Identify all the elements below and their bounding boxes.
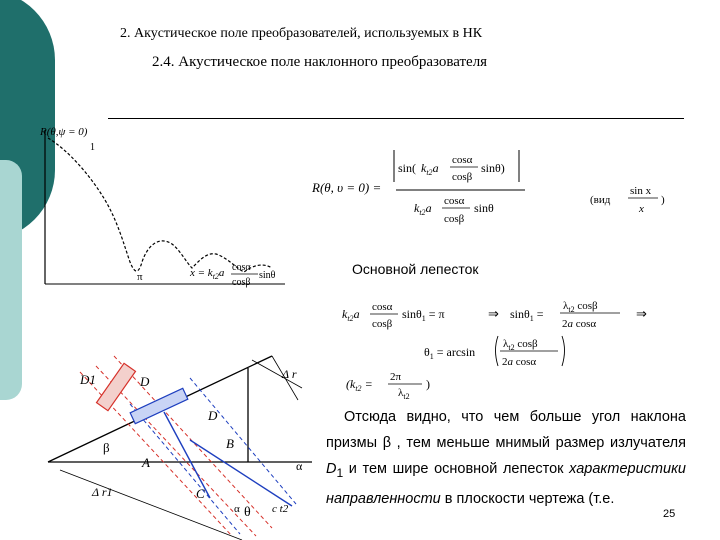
main-lobe-label: Основной лепесток bbox=[352, 261, 479, 277]
svg-text:2a cosα: 2a cosα bbox=[502, 356, 537, 368]
formula-directivity bbox=[311, 150, 665, 225]
plot-x-label: $x = k_{t2}a$ bbox=[190, 267, 225, 281]
section-title: 2. Акустическое поле преобразователей, используемых в НК bbox=[120, 26, 483, 41]
directivity-plot bbox=[39, 126, 285, 288]
paragraph-part3: в плоскости чертежа (т.е. bbox=[440, 490, 615, 507]
transducer-d1 bbox=[97, 363, 136, 410]
svg-text:(kt2 =: ($k_{t2}$ = bbox=[346, 377, 373, 393]
svg-text:sinθ1 =: sinθ$_1$ = bbox=[510, 307, 544, 323]
label-ct2: c t2 bbox=[272, 503, 289, 515]
svg-text:λt2: $\lambda_{t2}$ bbox=[398, 387, 410, 401]
label-d-lower: D bbox=[208, 408, 218, 423]
label-b: B bbox=[226, 436, 234, 451]
svg-text:⇒: ⇒ bbox=[636, 306, 647, 321]
svg-text:kt2a: $k_{t2}a$ bbox=[342, 307, 360, 323]
svg-text:2a cosα: 2a cosα bbox=[562, 318, 597, 330]
formula-lhs: R(θ, υ = 0) = bbox=[312, 180, 382, 195]
label-c: C bbox=[196, 486, 205, 501]
svg-text:sinθ: sinθ bbox=[474, 201, 494, 215]
label-d: D bbox=[140, 374, 150, 389]
svg-text:): ) bbox=[661, 194, 665, 206]
paragraph-d-symbol: D bbox=[326, 461, 337, 477]
plot-one-tick: 1 bbox=[90, 142, 95, 153]
svg-text:cosβ: cosβ bbox=[444, 213, 465, 225]
label-d1: D1 bbox=[80, 372, 96, 387]
formula-note-den: x bbox=[639, 203, 644, 215]
plot-x-frac-den: cosβ bbox=[232, 277, 251, 288]
svg-text:cosβ: cosβ bbox=[452, 171, 473, 183]
svg-text:): ) bbox=[426, 377, 430, 391]
svg-text:⇒: ⇒ bbox=[488, 306, 499, 321]
svg-text:kt2a: $k_{t2}a$ bbox=[414, 201, 432, 217]
svg-text:cosβ: cosβ bbox=[372, 318, 393, 330]
svg-text:cosα: cosα bbox=[452, 154, 473, 166]
paragraph-part1: Отсюда видно, что чем больше угол наклона призмы β , тем меньше мнимый размер излучателя bbox=[326, 409, 686, 451]
formula-note-num: sin x bbox=[630, 185, 652, 197]
paragraph-d-sub: 1 bbox=[336, 465, 344, 480]
label-theta: θ bbox=[244, 505, 251, 520]
plot-x-frac-num: cosα bbox=[232, 262, 251, 273]
label-alpha-lower: α bbox=[234, 503, 240, 515]
plot-pi-tick: π bbox=[137, 271, 143, 283]
svg-text:sinθ1 = π: sinθ$_1$ = π bbox=[402, 307, 445, 323]
paragraph-part2: и тем шире основной лепесток bbox=[343, 461, 570, 477]
label-delta-r1: Δ r1 bbox=[92, 485, 113, 499]
transducer-d bbox=[130, 388, 188, 423]
svg-text:θ1 = arcsin: $\theta_1 = \arcsin$ bbox=[424, 345, 476, 361]
svg-text:λt2 cosβ: $\lambda_{t2}$ cosβ bbox=[503, 338, 538, 352]
transducer-geometry-diagram bbox=[48, 356, 312, 540]
svg-text:λt2 cosβ: $\lambda_{t2}$ cosβ bbox=[563, 300, 598, 314]
subsection-title: 2.4. Акустическое поле наклонного преобразователя bbox=[152, 54, 488, 70]
label-a: A bbox=[142, 455, 150, 470]
svg-text:2π: 2π bbox=[390, 371, 402, 383]
formula-note-prefix: (вид bbox=[590, 194, 611, 206]
svg-text:sinθ: sinθ bbox=[259, 270, 276, 281]
label-delta-r: Δ r bbox=[282, 367, 297, 381]
label-alpha-right: α bbox=[296, 459, 303, 473]
svg-text:kt2a: $k_{t2}a$ bbox=[421, 161, 439, 177]
svg-text:cosα: cosα bbox=[372, 301, 393, 313]
plot-y-label: R(θ,ψ = 0) bbox=[40, 126, 88, 138]
svg-text:cosα: cosα bbox=[444, 195, 465, 207]
main-lobe-equations bbox=[342, 300, 647, 401]
label-beta: β bbox=[103, 440, 110, 455]
page-number: 25 bbox=[663, 508, 676, 520]
directivity-curve bbox=[48, 138, 272, 272]
paragraph-italic: характеристики направленности bbox=[326, 461, 686, 507]
explanation-paragraph bbox=[326, 404, 686, 512]
svg-text:sinθ): sinθ) bbox=[481, 161, 505, 175]
svg-text:sin(: sin( bbox=[398, 161, 416, 175]
